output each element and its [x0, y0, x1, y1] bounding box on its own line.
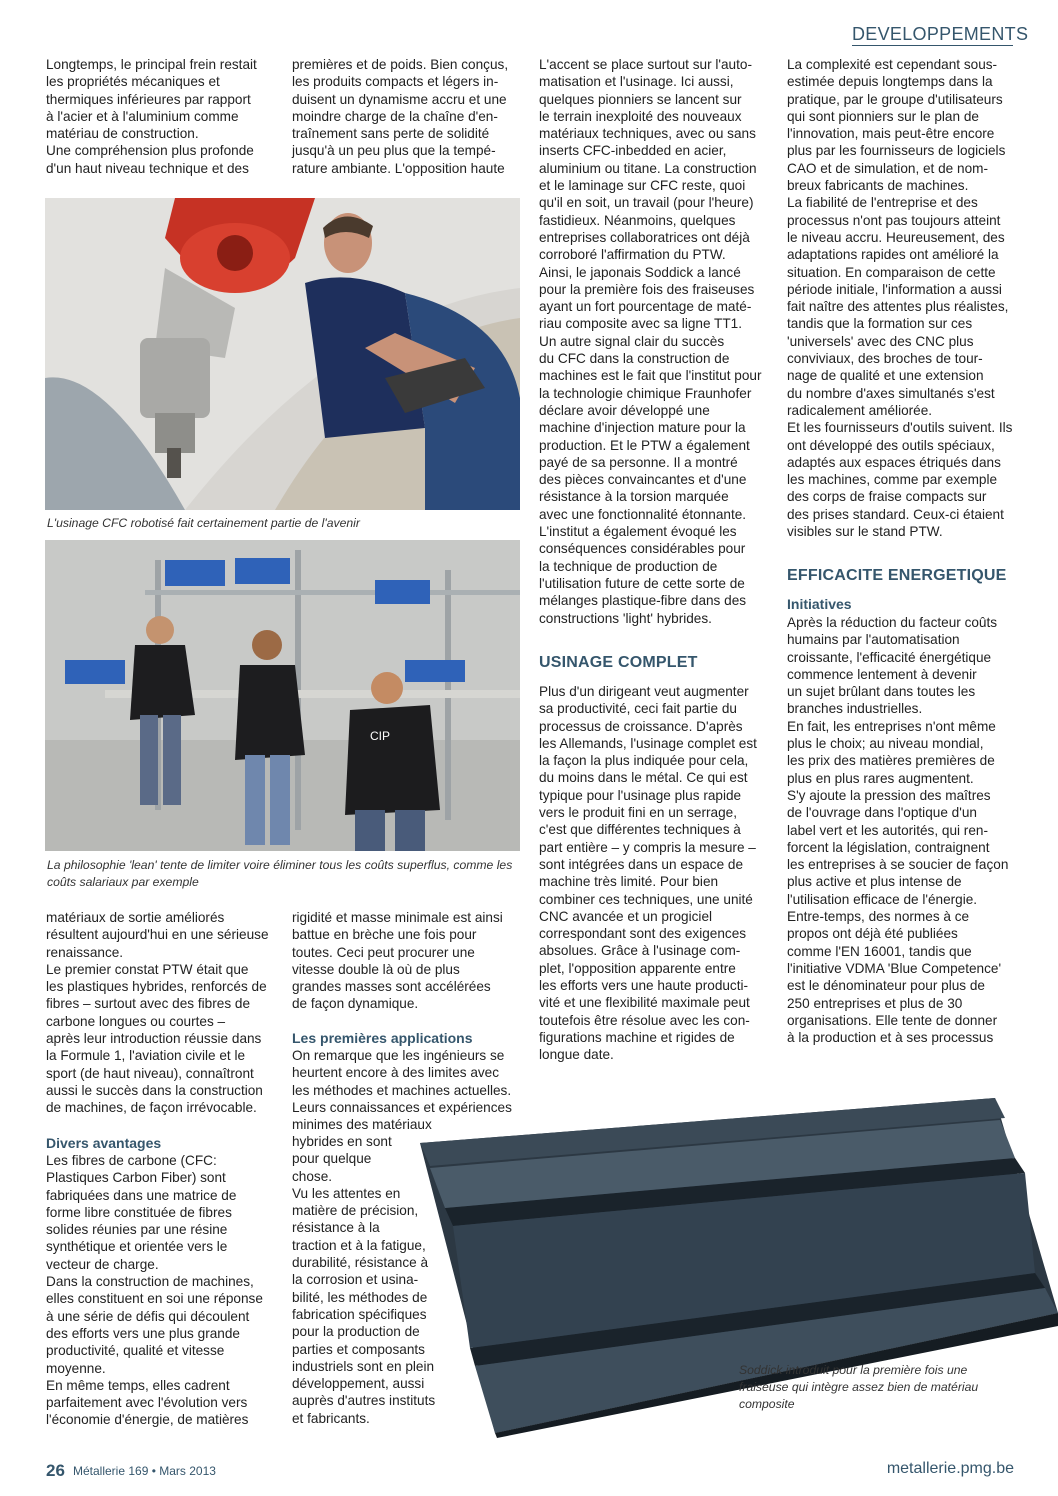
lean-caption: La philosophie 'lean' tente de limiter voire éliminer tous les coûts superflus, comme les coûts salariaux par exemple [47, 858, 513, 889]
col1-top-text: Longtemps, le principal frein restait les propriétés mécaniques et thermiques inférieures par rapport à l'acier et à l'aluminium comme matériau de construction. Une compréhension plus profonde d'un haut niveau technique et des [46, 57, 257, 176]
col3-text: L'accent se place surtout sur l'auto- matisation et l'usinage. Ici aussi, quelques pionniers se lancent sur le terrain inexploité des nouveaux matériaux techniques, avec ou sans inserts CFC-inbedded en acier, aluminium ou titane. La construction et le laminage sur CFC reste, quoi qu'il en soit, un travail (pour l'heure) fastidieux. Néanmoins, quelques entreprises collaboratrices ont déjà corroboré l'affirmation du PTW. Ainsi, le japonais Soddick a lancé pour la première fois des fraiseuses ayant un fort pourcentage de maté- riau composite avec sa ligne TT1. Un autre signal clair du succès du CFC dans la construction de machines est le fait que l'institut pour la technologie chimique Fraunhofer déclare avoir développé une machine d'injection mature pour la production. Et le PTW a également payé de sa personne. Il a montré des pièces convaincantes et d'une résistance à la torsion marquée avec une fonctionnalité étonnante. L'institut a également évoqué les conséquences considérables pour la technique de production de l'utilisation future de cette sorte de mélanges plastique-fibre dans des constructions 'light' hybrides. [539, 57, 762, 626]
col4-text: La complexité est cependant sous- estimée depuis longtemps dans la pratique, par le groupe d'utilisateurs qui sont pionniers sur le plan de l'innovation, mais peut-être encore plus par les fournisseurs de logiciels CAO et de simulation, et de nom- breux fabricants de machines. La fiabilité de l'entreprise et des processus n'ont pas toujours atteint le niveau accru. Heureusement, des adaptations rapides ont amélioré la situation. En comparaison de cette période initiale, l'information a aussi fait naître des attentes plus réalistes, tandis que la formation sur ces 'universels' avec des CNC plus conviviaux, des broches de tour- nage de qualité et une extension du nombre d'axes simultanés s'est radicalement améliorée. Et les fournisseurs d'outils suivent. Ils ont développé des outils spéciaux, adaptés aux espaces étriqués dans les machines, comme par exemple des corps de fraise compacts sur des prises standard. Ceux-ci étaient visibles sur le stand PTW. [787, 57, 1013, 540]
premieres-applications-narrow-text: hybrides en sont pour quelque chose. Vu les attentes en matière de précision, résistance à la traction et à la fatigue, durabilité, résistance à la corrosion et usina- bilité, les méthodes de fabrication spécifiques pour la production de parties et composants industriels sont en plein développement, aussi auprès d'autres instituts et fabricants. [292, 1134, 436, 1426]
usinage-complet-heading: USINAGE COMPLET [539, 654, 698, 671]
divers-avantages-text: Les fibres de carbone (CFC: Plastiques Carbon Fiber) sont fabriquées dans une matrice de forme libre constituée de fibres solides réunies par une résine synthétique et orientée vers le vecteur de charge. Dans la construction de machines, elles constituent en soi une réponse à une série de défis qui découlent des efforts vers une plus grande productivité, qualité et vitesse moyenne. En même temps, elles cadrent parfaitement avec l'évolution vers l'économie d'énergie, de matières [46, 1153, 263, 1428]
header-rule [852, 45, 1013, 46]
shirt-logo: CIP [370, 729, 391, 743]
divers-avantages-heading: Divers avantages [46, 1135, 162, 1151]
col2-top-text: premières et de poids. Bien conçus, les produits compacts et légers in- duisent un dynamisme accru et une moindre charge de la chaîne d'en- traînement sans perte de solidité jusqu'à un peu plus que la tempé- rature ambiante. L'opposition haute [292, 57, 509, 176]
efficacite-energetique-heading: EFFICACITE ENERGETIQUE [787, 567, 1007, 584]
initiatives-heading: Initiatives [787, 596, 852, 612]
usinage-complet-text: Plus d'un dirigeant veut augmenter sa productivité, ceci fait partie du processus de croissance. D'après les Allemands, l'usinage complet est la façon la plus indiquée pour cela, du moins dans le métal. Ce qui est typique pour l'usinage plus rapide vers le produit fini en un serrage, c'est que différentes techniques à part entière – y compris la mesure – sont intégrées dans un espace de machine très limité. Pour bien combiner ces techniques, une unité CNC avancée et un progiciel correspondant sont des exigences absolues. Grâce à l'usinage com- plet, l'opposition apparente entre les efforts vers une haute producti- vité et une flexibilité maximale peut toutefois être résolue avec les con- figurations machine et rigides de longue date. [539, 684, 757, 1063]
soddick-caption: Soddick introduit pour la première fois une fraiseuse qui intègre assez bien de matériau composite [739, 1363, 979, 1411]
section-title: DEVELOPPEMENTS [852, 24, 1029, 44]
website-link[interactable]: metallerie.pmg.be [886, 1460, 1014, 1477]
col2-bottom-text: rigidité et masse minimale est ainsi battue en brèche une fois pour toutes. Ceci peut procurer une vitesse double là où de plus grandes masses sont accélérées de façon dynamique. [292, 910, 503, 1012]
section-header [852, 24, 1029, 45]
robot-machining-photo [45, 198, 520, 510]
col1-bottom-text: matériaux de sortie améliorés résultent aujourd'hui en une sérieuse renaissance. Le premier constat PTW était que les plastiques hybrides, renforcés de fibres – surtout avec des fibres de carbone longues ou courtes – après leur introduction réussie dans la Formule 1, l'aviation civile et le sport (de haut niveau), connaîtront aussi le succès dans la construction de machines, de façon irrévocable. [46, 910, 269, 1116]
premieres-applications-heading: Les premières applications [292, 1030, 473, 1046]
issue-label: Métallerie 169 • Mars 2013 [73, 1464, 216, 1478]
lean-workshop-photo [45, 540, 520, 851]
initiatives-text: Après la réduction du facteur coûts humains par l'automatisation croissante, l'efficacité énergétique commence lentement à devenir un sujet brûlant dans toutes les branches industrielles. En fait, les entreprises n'ont même plus le choix; au niveau mondial, les prix des matières premières de plus en plus rares augmentent. S'y ajoute la pression des maîtres de l'ouvrage dans l'optique d'un label vert et les autorités, qui ren- forcent la législation, contraignent les entreprises à se soucier de façon plus active et plus intense de l'utilisation efficace de l'énergie. Entre-temps, des normes à ce propos ont déjà été publiées comme l'EN 16001, tandis que l'initiative VDMA 'Blue Competence' est le dénominateur pour plus de 250 entreprises et plus de 30 organisations. Elle tente de donner à la production et à ses processus [787, 615, 1009, 1046]
premieres-applications-text: On remarque que les ingénieurs se heurtent encore à des limites avec les méthodes et machines actuelles. Leurs connaissances et expériences minimes des matériaux [292, 1048, 512, 1133]
robot-caption: L'usinage CFC robotisé fait certainement partie de l'avenir [47, 516, 360, 530]
page-number: 26 [46, 1461, 65, 1480]
